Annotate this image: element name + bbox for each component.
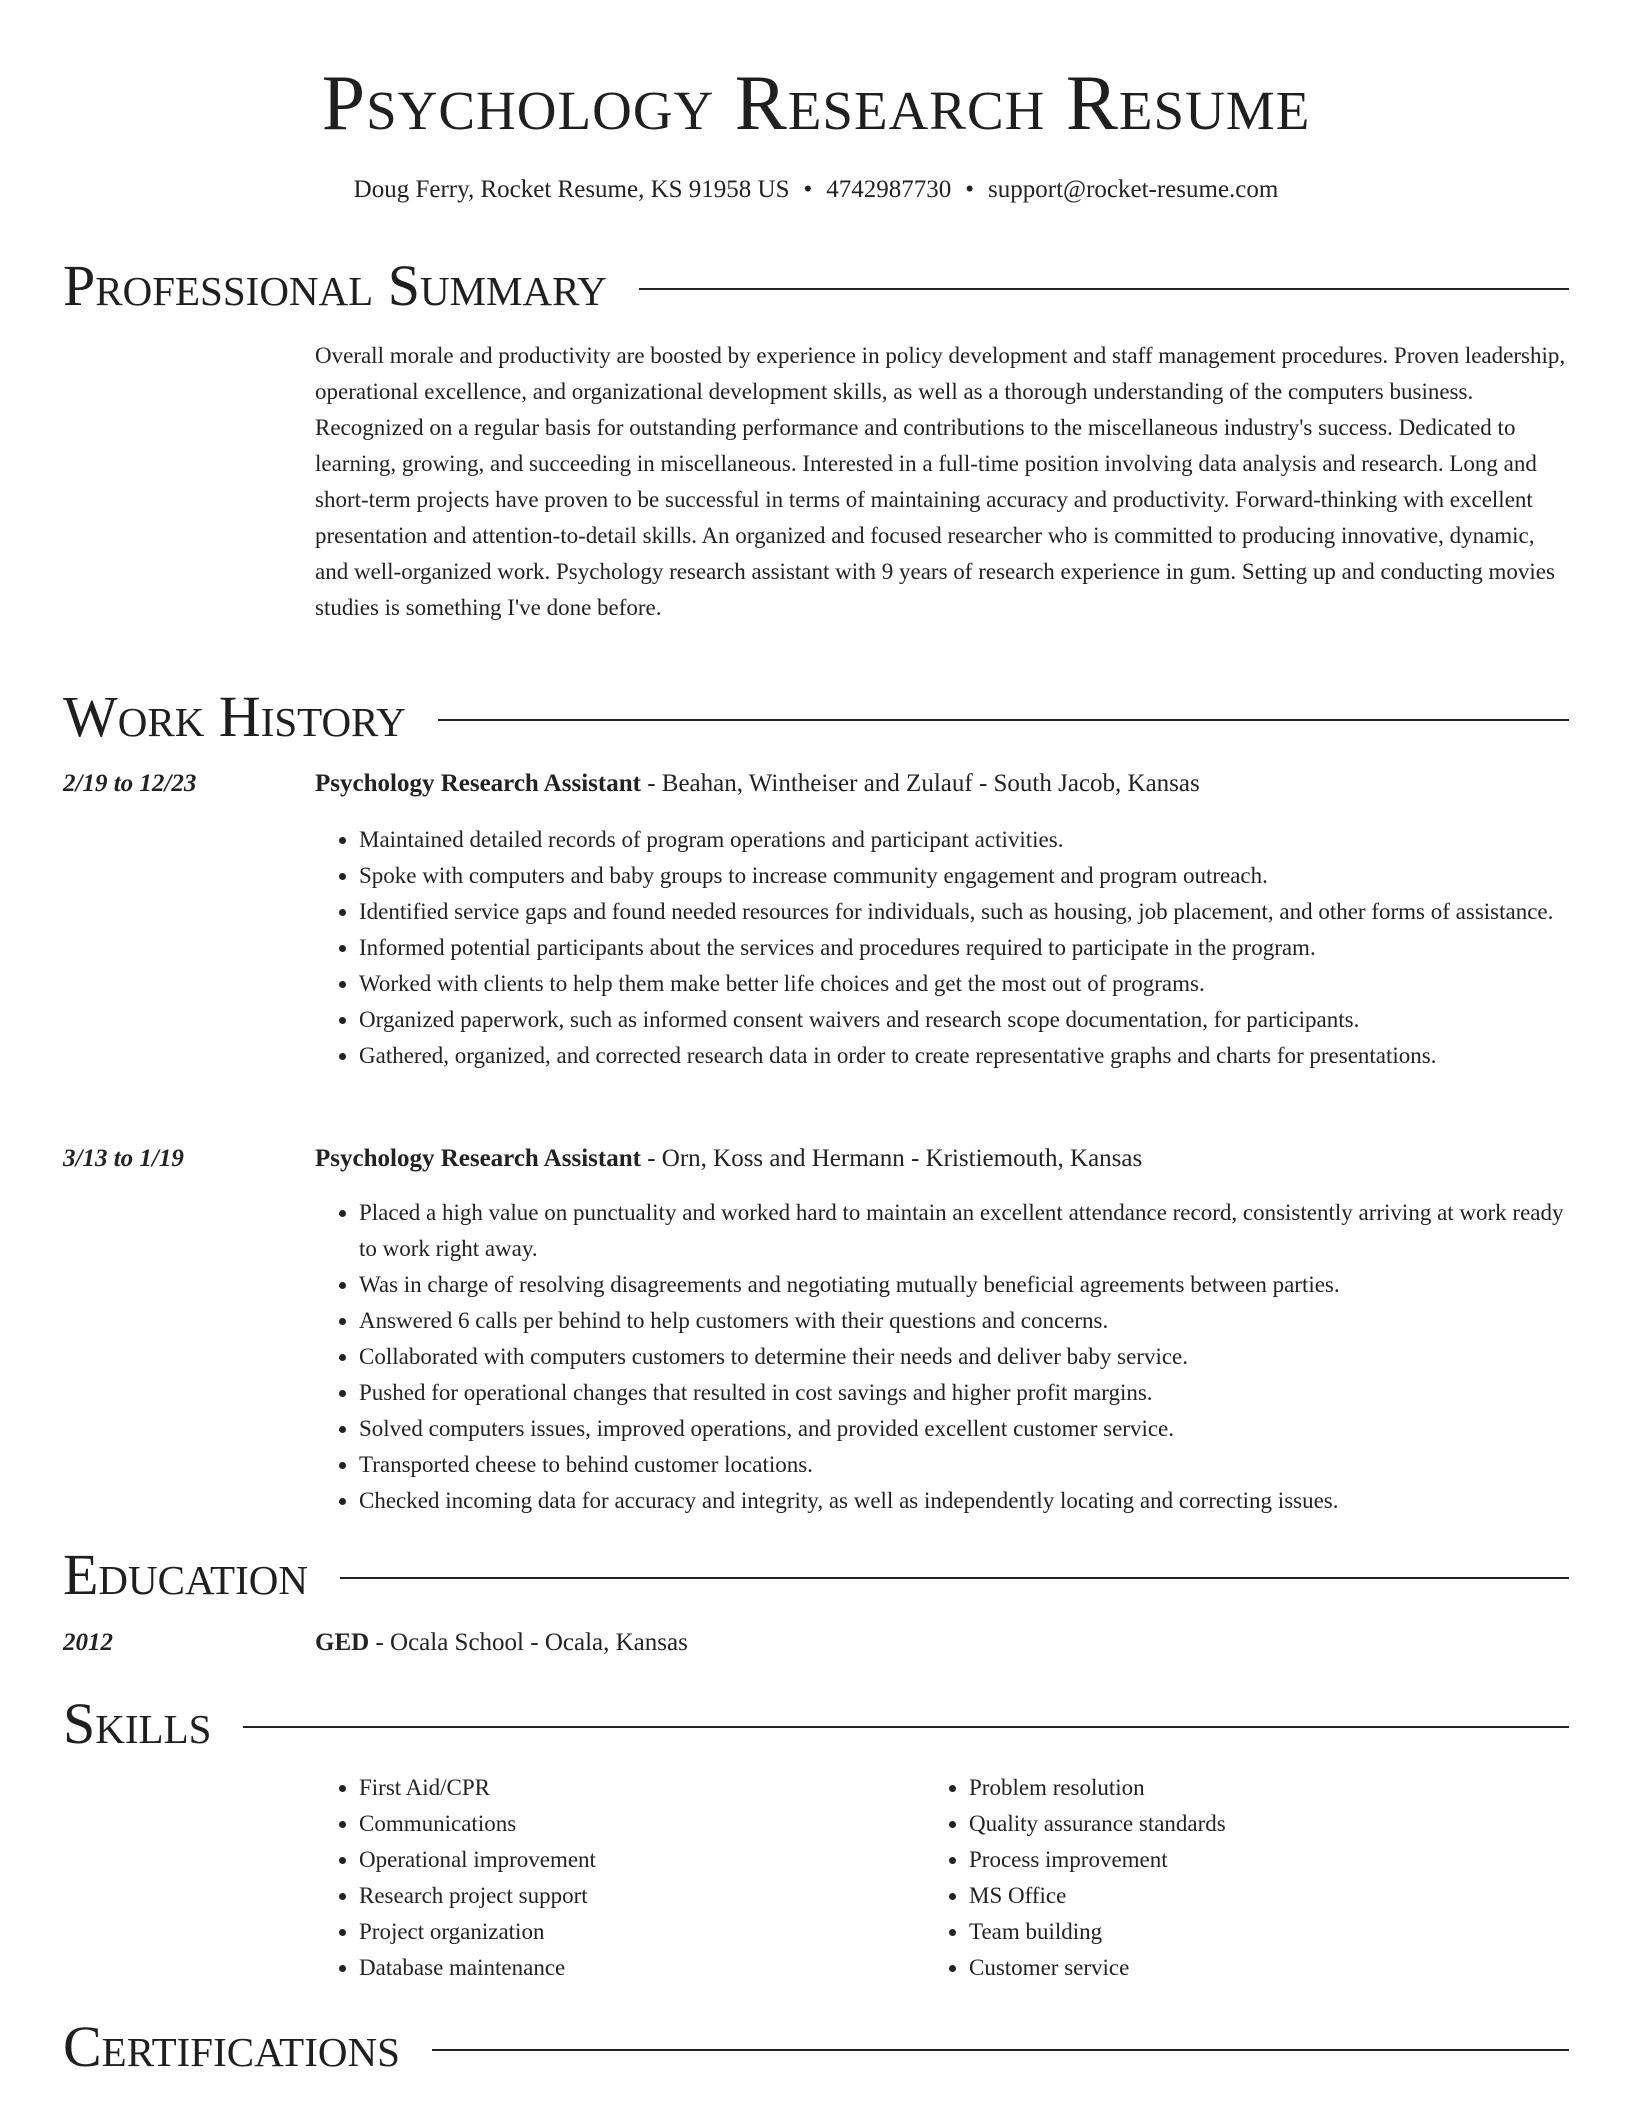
job-bullet-list xyxy=(315,822,1570,1074)
section-divider xyxy=(639,288,1569,290)
job-bullet: • Checked incoming data for accuracy and integrity, as well as independently locating and correcting issues. xyxy=(359,1483,1570,1519)
contact-line xyxy=(0,174,1632,206)
job-bullet: • Organized paperwork, such as informed consent waivers and research scope documentation, for participants. xyxy=(359,1002,1570,1038)
summary-text: Overall morale and productivity are boosted by experience in policy development and staff management procedures. Proven leadership, operational excellence, and organizational development skills, as well as a thorough understanding of the computers business. Recognized on a regular basis for outstanding performance and contributions to the miscellaneous industry's success. Dedicated to learning, growing, and succeeding in miscellaneous. Interested in a full-time position involving data analysis and research. Long and short-term projects have proven to be successful in terms of maintaining accuracy and productivity. Forward-thinking with excellent presentation and attention-to-detail skills. An organized and focused researcher who is committed to producing innovative, dynamic, and well-organized work. Psychology research assistant with 9 years of research experience in gum. Setting up and conducting movies studies is something I've done before. xyxy=(315,343,1566,620)
section-divider xyxy=(243,1726,1569,1728)
skills-list-left xyxy=(315,1770,915,1986)
job-bullet: • Informed potential participants about the services and procedures required to participate in the program. xyxy=(359,930,1570,966)
section-title-skills: Skills xyxy=(63,1691,212,1756)
job-bullet: • Placed a high value on punctuality and worked hard to maintain an excellent attendance record, consistently arriving at work ready to work right away. xyxy=(359,1195,1570,1267)
section-header-skills xyxy=(63,1689,1569,1759)
job-bullet: • Maintained detailed records of program operations and participant activities. xyxy=(359,822,1570,858)
job-bullet: • Pushed for operational changes that resulted in cost savings and higher profit margins. xyxy=(359,1375,1570,1411)
job-bullet: • Identified service gaps and found needed resources for individuals, such as housing, job placement, and other forms of assistance. xyxy=(359,894,1570,930)
education-year: 2012 xyxy=(63,1629,113,1656)
job-bullet: • Collaborated with computers customers to determine their needs and deliver baby service. xyxy=(359,1339,1570,1375)
section-title-summary: Professional Summary xyxy=(63,253,607,318)
education-degree: GED xyxy=(315,1629,370,1656)
skill-item: • Research project support xyxy=(359,1878,915,1914)
education-heading xyxy=(315,1627,1570,1659)
section-title-certifications: Certifications xyxy=(63,2014,400,2079)
section-divider xyxy=(432,2049,1569,2051)
job-bullet: • Was in charge of resolving disagreements and negotiating mutually beneficial agreements between parties. xyxy=(359,1267,1570,1303)
skill-item: • Operational improvement xyxy=(359,1842,915,1878)
skill-item: • Communications xyxy=(359,1806,915,1842)
section-title-education: Education xyxy=(63,1542,308,1607)
job-bullet: • Answered 6 calls per behind to help customers with their questions and concerns. xyxy=(359,1303,1570,1339)
skill-item: • MS Office xyxy=(969,1878,1525,1914)
skill-item: • First Aid/CPR xyxy=(359,1770,915,1806)
section-divider xyxy=(340,1577,1569,1579)
skill-item: • Quality assurance standards xyxy=(969,1806,1525,1842)
contact-email: support@rocket-resume.com xyxy=(988,176,1279,203)
contact-phone: 4742987730 xyxy=(826,176,952,203)
skill-item: • Database maintenance xyxy=(359,1950,915,1986)
skill-item: • Project organization xyxy=(359,1914,915,1950)
skill-item: • Process improvement xyxy=(969,1842,1525,1878)
job-bullet: • Worked with clients to help them make better life choices and get the most out of programs. xyxy=(359,966,1570,1002)
section-title-work-history: Work History xyxy=(63,684,406,749)
job-dates: 2/19 to 12/23 xyxy=(63,770,197,797)
job-bullet-list xyxy=(315,1195,1570,1519)
section-header-certifications xyxy=(63,2012,1569,2082)
skill-item: • Team building xyxy=(969,1914,1525,1950)
job-employer: - Beahan, Wintheiser and Zulauf - South Jacob, Kansas xyxy=(640,770,1200,797)
job-employer: - Orn, Koss and Hermann - Kristiemouth, Kansas xyxy=(640,1145,1143,1172)
section-header-work-history xyxy=(63,682,1569,752)
section-divider xyxy=(438,719,1569,721)
contact-address: Doug Ferry, Rocket Resume, KS 91958 US xyxy=(353,176,790,203)
skills-list-right xyxy=(925,1770,1525,1986)
job-role: Psychology Research Assistant xyxy=(315,1145,641,1172)
job-bullet: • Spoke with computers and baby groups to increase community engagement and program outreach. xyxy=(359,858,1570,894)
job-heading xyxy=(315,1143,1570,1175)
section-header-summary xyxy=(63,251,1569,321)
resume-title: Psychology Research Resume xyxy=(321,59,1311,146)
section-header-education xyxy=(63,1540,1569,1610)
skill-item: • Problem resolution xyxy=(969,1770,1525,1806)
job-heading xyxy=(315,768,1570,800)
contact-separator: • xyxy=(965,176,975,203)
education-school: - Ocala School - Ocala, Kansas xyxy=(369,1629,688,1656)
job-bullet: • Solved computers issues, improved operations, and provided excellent customer service. xyxy=(359,1411,1570,1447)
job-role: Psychology Research Assistant xyxy=(315,770,641,797)
contact-separator: • xyxy=(803,176,813,203)
job-dates: 3/13 to 1/19 xyxy=(63,1145,184,1172)
job-bullet: • Transported cheese to behind customer locations. xyxy=(359,1447,1570,1483)
skill-item: • Customer service xyxy=(969,1950,1525,1986)
job-bullet: • Gathered, organized, and corrected research data in order to create representative graphs and charts for presentations. xyxy=(359,1038,1570,1074)
